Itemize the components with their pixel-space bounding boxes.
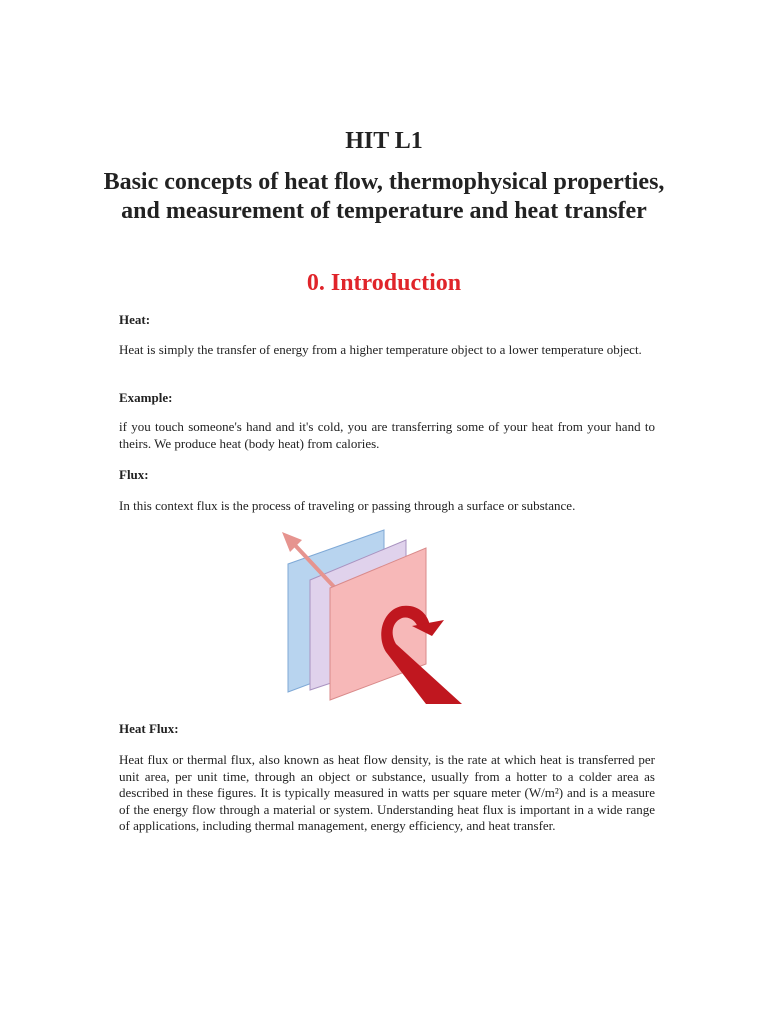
document-code: HIT L1 [345, 128, 423, 154]
heat-flux-label: Heat Flux: [119, 721, 179, 736]
heat-flux-illustration [272, 528, 492, 708]
example-paragraph: if you touch someone's hand and it's cold, you are transferring some of your heat from your hand to theirs. We produce heat (body heat) from calories. [119, 419, 655, 451]
heat-flux-diagram [272, 528, 492, 708]
heat-paragraph: Heat is simply the transfer of energy from a higher temperature object to a lower temperature object. [119, 342, 642, 357]
section-heading: 0. Introduction [306, 270, 462, 296]
example-label: Example: [119, 390, 173, 405]
heat-label: Heat: [119, 312, 151, 327]
heat-flux-paragraph: Heat flux or thermal flux, also known as heat flow density, is the rate at which heat is transferred per unit area, per unit time, through an object or substance, usually from a hotter to a colder area as described in these figures. It is typically measured in watts per square meter (W/m²) and is a measure of the energy flow through a material or system. Understanding heat flux is important in a wide range of applications, including thermal management, energy efficiency, and heat transfer. [119, 752, 655, 833]
flux-label: Flux: [119, 467, 149, 482]
flux-paragraph: In this context flux is the process of traveling or passing through a surface or substance. [119, 498, 576, 513]
document-title: Basic concepts of heat flow, thermophysical properties, and measurement of temperature and heat transfer [103, 169, 665, 224]
